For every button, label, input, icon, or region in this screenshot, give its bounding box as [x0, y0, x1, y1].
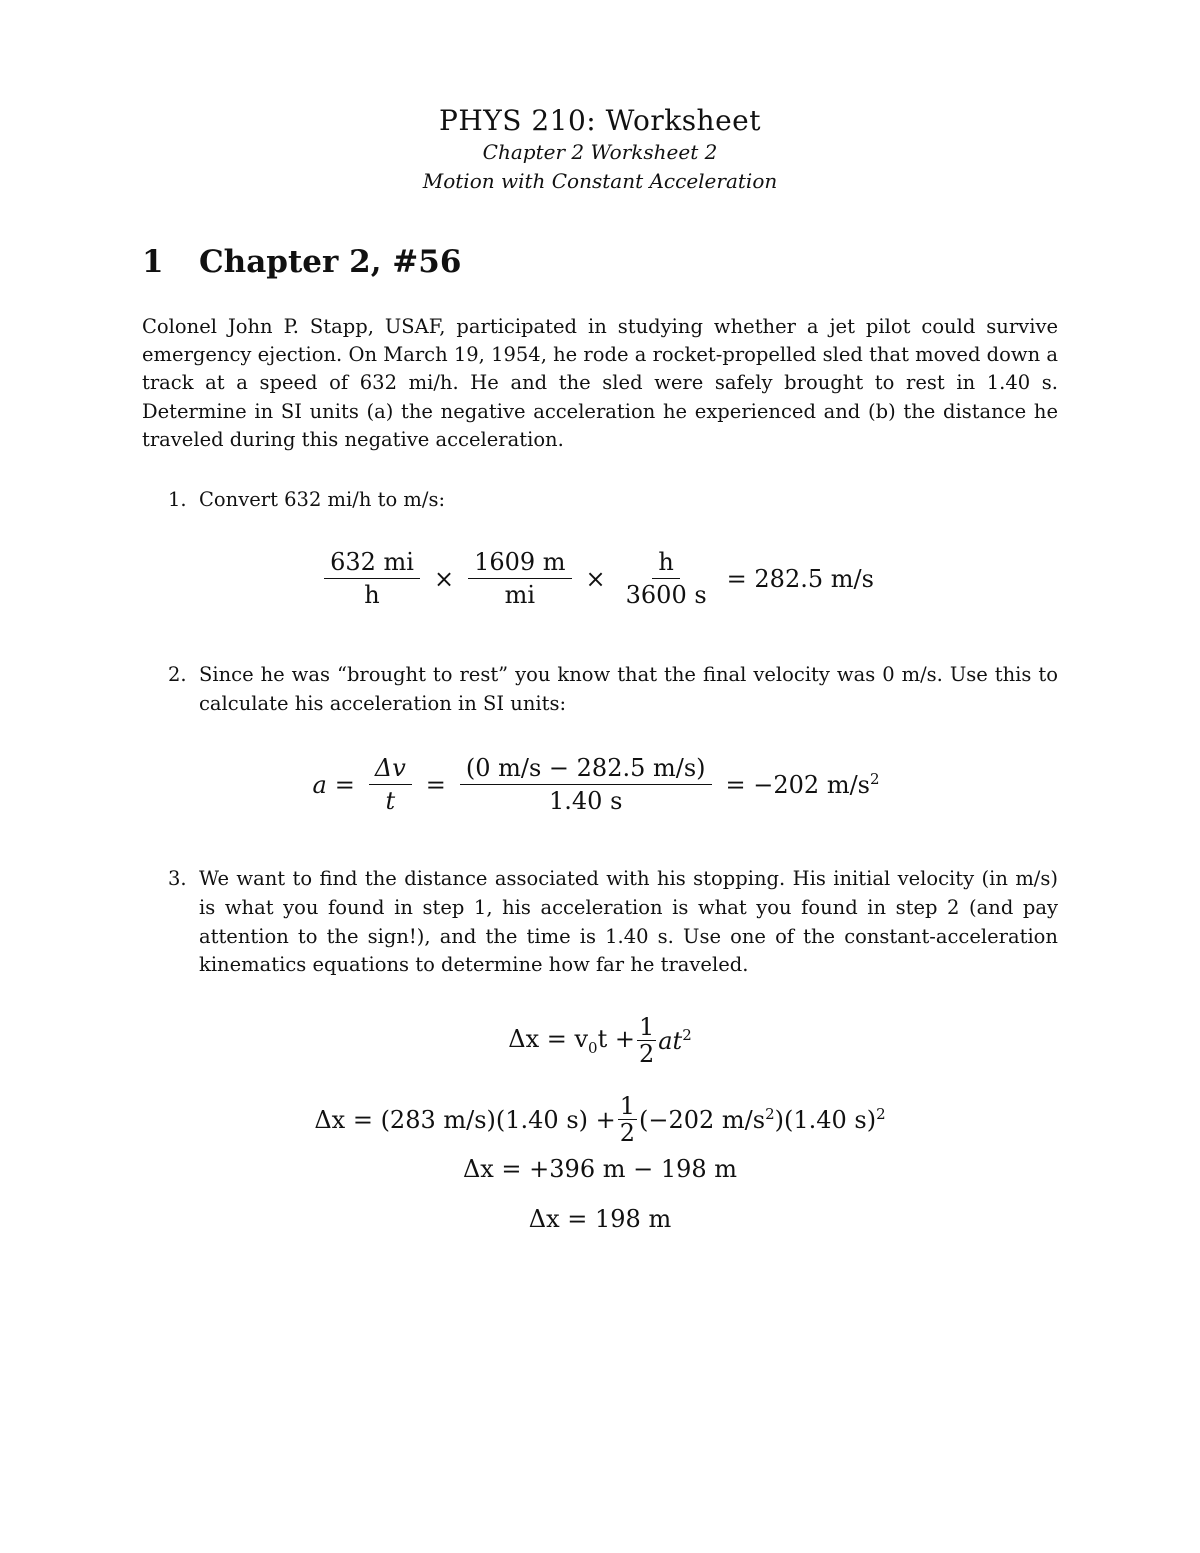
numerator: 632 mi [324, 548, 420, 579]
intermediate-result: Δx = +396 m − 198 m [462, 1155, 738, 1183]
conversion-result: = 282.5 m/s [726, 564, 874, 593]
numerator: h [652, 548, 679, 579]
denominator: t [385, 787, 396, 815]
section-heading [142, 244, 461, 280]
final-result: Δx = 198 m [528, 1205, 672, 1233]
acceleration-symbol: a [312, 770, 327, 799]
worksheet-topic: Motion with Constant Acceleration [422, 169, 778, 193]
numerator: 1609 m [468, 548, 571, 579]
half-fraction: $\frac{1}{2}$ [619, 1092, 636, 1147]
denominator: h [364, 581, 380, 609]
exponent: 2 [869, 770, 880, 788]
denominator: mi [504, 581, 536, 609]
step-text: Convert 632 mi/h to m/s: [199, 488, 446, 511]
step-3 [168, 865, 1058, 980]
fraction [620, 548, 713, 609]
fraction [468, 548, 571, 609]
acceleration-result: = −202 $m/s^2$ [725, 770, 880, 799]
step-number: 2. [168, 663, 187, 686]
substituted-equation: Δx = (283 m/s)(1.40 s) + $\frac{1}{2}$ (−202 $m/s^2)(1.40$ s)$^2$ [314, 1092, 886, 1147]
step-text: Since he was “brought to rest” you know that the final velocity was 0 m/s. Use this to calculate his acceleration in SI units: [199, 663, 1058, 715]
fraction [369, 754, 412, 815]
page-title: PHYS 210: Worksheet [439, 104, 761, 137]
conversion-equation [0, 548, 1200, 609]
step-2 [168, 661, 1058, 719]
half-fraction: $\frac{1}{2}$ [638, 1013, 655, 1068]
fraction [324, 548, 420, 609]
numerator: (0 m/s − 282.5 m/s) [460, 754, 712, 785]
step-1 [168, 486, 1058, 515]
times-operator: × [433, 564, 455, 593]
worksheet-subtitle: Chapter 2 Worksheet 2 [482, 140, 718, 164]
kinematics-equation: $\Delta x = v_0t$ + $\frac{1}{2}$ $at^2$ [508, 1013, 692, 1068]
step-number: 1. [168, 488, 187, 511]
denominator: 3600 s [625, 581, 707, 609]
section-title: Chapter 2, #56 [199, 244, 462, 280]
section-number: 1 [142, 244, 164, 280]
equals-sign: = [425, 770, 446, 799]
denominator: 1.40 s [549, 787, 623, 815]
acceleration-equation [0, 754, 1200, 815]
fraction [460, 754, 712, 815]
problem-statement: Colonel John P. Stapp, USAF, participated in studying whether a jet pilot could survive emergency ejection. On March 19, 1954, he rode a rocket-propelled sled that moved down a track at a speed of 632 mi/h. He and the sled were safely brought to rest in 1.40 s. Determine in SI units (a) the negative acceleration he experienced and (b) the distance he traveled during this negative acceleration. [142, 315, 1058, 451]
step-number: 3. [168, 867, 187, 890]
numerator: Δv [369, 754, 412, 785]
equals-sign: = [334, 770, 355, 799]
times-operator: × [585, 564, 606, 593]
step-text: We want to find the distance associated with his stopping. His initial velocity (in m/s) is what you found in step 1, his acceleration is what you found in step 2 (and pay attention to the sign!), and the time is 1.40 s. Use one of the constant-acceleration kinematics equations to determine how far he traveled. [199, 867, 1058, 977]
